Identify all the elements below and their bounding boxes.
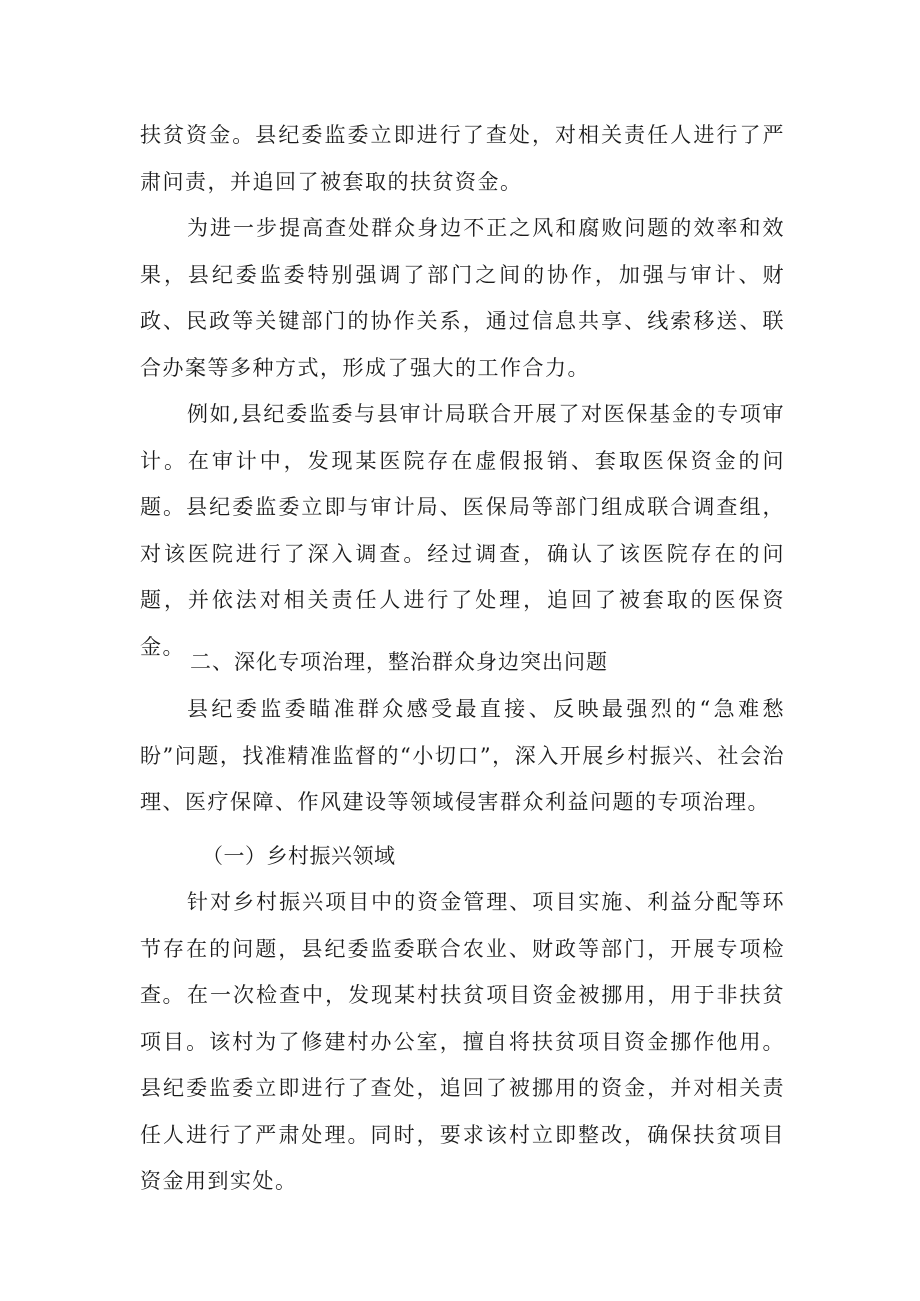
section-heading: 二、深化专项治理，整治群众身边突出问题: [190, 650, 608, 674]
paragraph-5: 针对乡村振兴项目中的资金管理、项目实施、利益分配等环节存在的问题，县纪委监委联合农业、财政等部门，开展专项检查。: [140, 890, 785, 1007]
subsection-heading: （一）乡村振兴领域: [202, 844, 396, 868]
paragraph-6: 在一次检查中，发现某村扶贫项目资金被挪用，用于非扶贫项目。该村为了修建村办公室，擅自将扶贫项目资金挪作他用。县纪委监委立即进行了查处，追回了被挪用的资金，并对相关责任人进行了严肃处理。同时，要求该村立即整改，确保扶贫项目资金用到实处。: [140, 983, 785, 1193]
paragraph-1: 扶贫资金。县纪委监委立即进行了查处，对相关责任人进行了严肃问责，并追回了被套取的扶贫资金。: [140, 123, 785, 194]
paragraph-4: 县纪委监委瞄准群众感受最直接、反映最强烈的“急难愁盼”问题，找准精准监督的“小切口”，深入开展乡村振兴、社会治理、医疗保障、作风建设等领域侵害群众利益问题的专项治理。: [140, 697, 785, 814]
paragraph-2: 为进一步提高查处群众身边不正之风和腐败问题的效率和效果，县纪委监委特别强调了部门之间的协作，加强与审计、财政、民政等关键部门的协作关系，通过信息共享、线索移送、联合办案等多种方式，形成了强大的工作合力。: [140, 216, 785, 380]
paragraph-3: 例如,县纪委监委与县审计局联合开展了对医保基金的专项审计。在审计中，发现某医院存在虚假报销、套取医保资金的问题。县纪委监委立即与审计局、医保局等部门组成联合调查组，对该医院进行了深入调查。经过调查，确认了该医院存在的问题，并依法对相关责任人进行了处理，追回了被套取的医保资金。: [140, 402, 785, 659]
